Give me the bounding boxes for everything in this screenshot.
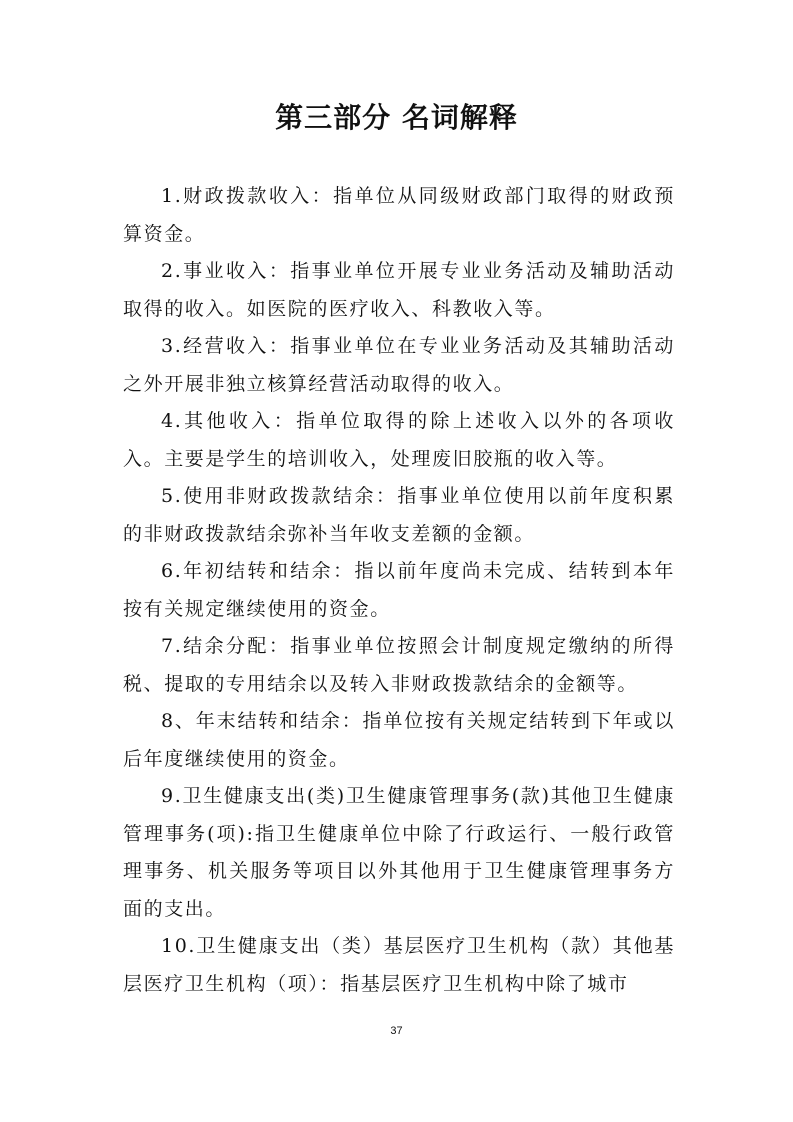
definition-paragraph: 10.卫生健康支出（类）基层医疗卫生机构（款）其他基层医疗卫生机构（项）：指基层医疗卫生机构中除了城市 [123,935,675,995]
definition-paragraph: 2.事业收入：指事业单位开展专业业务活动及辅助活动取得的收入。如医院的医疗收入、科教收入等。 [123,260,675,320]
page-title: 第三部分 名词解释 [275,101,518,134]
definition-paragraph: 7.结余分配：指事业单位按照会计制度规定缴纳的所得税、提取的专用结余以及转入非财政拨款结余的金额等。 [123,635,675,695]
definitions-body [123,178,675,1003]
definition-paragraph: 1.财政拨款收入：指单位从同级财政部门取得的财政预算资金。 [123,185,675,245]
definition-paragraph: 5.使用非财政拨款结余：指事业单位使用以前年度积累的非财政拨款结余弥补当年收支差额的金额。 [123,485,675,545]
definition-paragraph: 6.年初结转和结余：指以前年度尚未完成、结转到本年按有关规定继续使用的资金。 [123,560,675,620]
definition-paragraph: 9.卫生健康支出(类)卫生健康管理事务(款)其他卫生健康管理事务(项):指卫生健康单位中除了行政运行、一般行政管理事务、机关服务等项目以外其他用于卫生健康管理事务方面的支出。 [123,785,675,920]
definition-paragraph: 4.其他收入：指单位取得的除上述收入以外的各项收入。主要是学生的培训收入，处理废旧胶瓶的收入等。 [123,410,675,470]
page-number: 37 [390,1025,403,1037]
definition-paragraph: 3.经营收入：指事业单位在专业业务活动及其辅助活动之外开展非独立核算经营活动取得的收入。 [123,335,675,395]
definition-paragraph: 8、年末结转和结余：指单位按有关规定结转到下年或以后年度继续使用的资金。 [123,710,675,770]
